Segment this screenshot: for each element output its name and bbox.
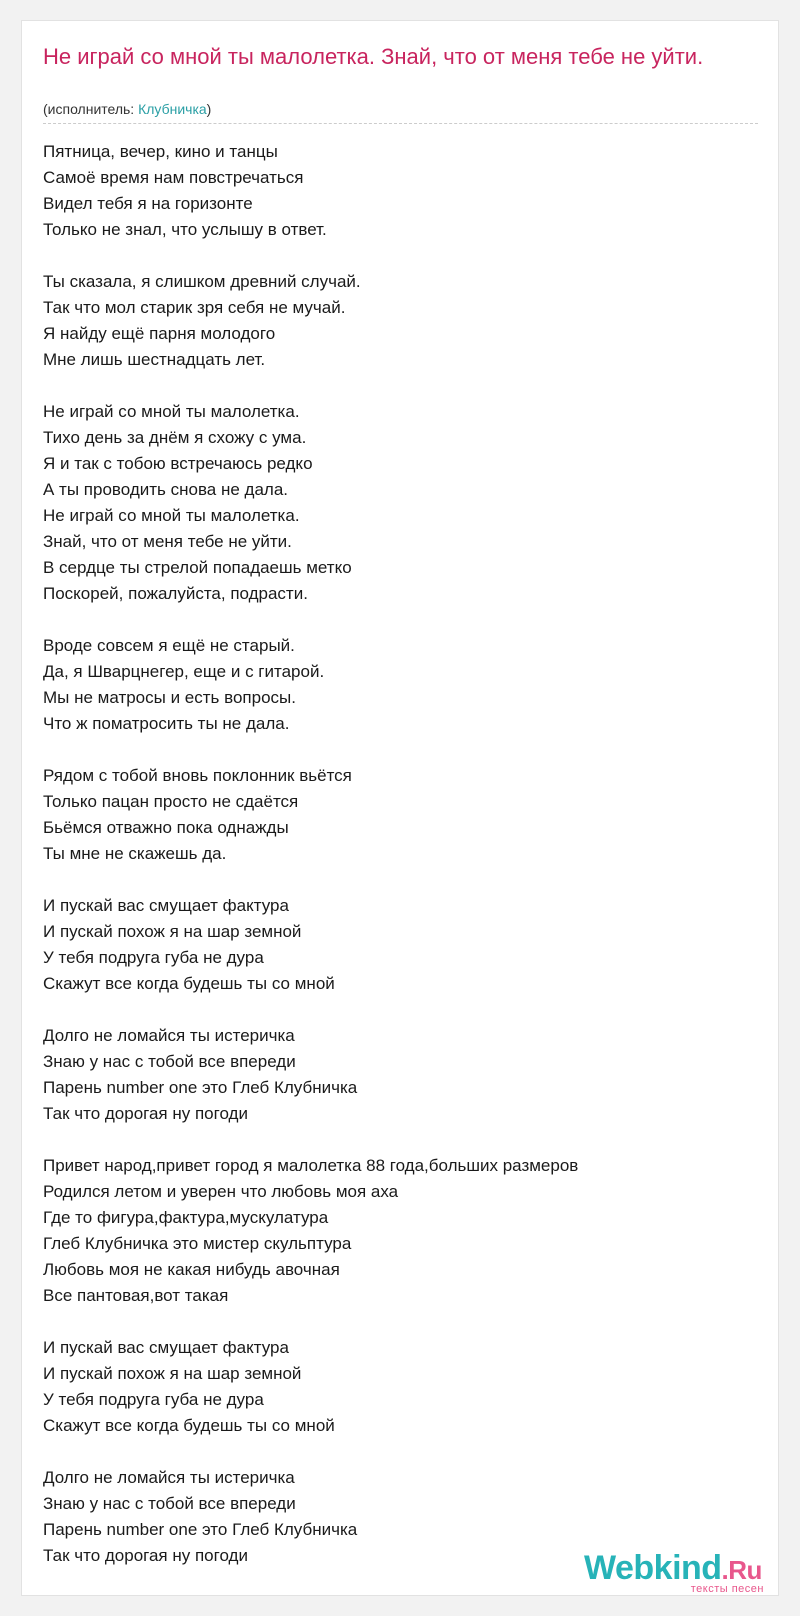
lyric-line: Тихо день за днём я схожу с ума. <box>43 428 307 447</box>
artist-prefix: (исполнитель: <box>43 101 139 117</box>
lyrics-stanza <box>43 633 578 737</box>
lyric-line: У тебя подруга губа не дура <box>43 1390 264 1409</box>
lyric-line: И пускай похож я на шар земной <box>43 922 302 941</box>
lyric-line: Мы не матросы и есть вопросы. <box>43 688 296 707</box>
lyric-line: Не играй со мной ты малолетка. <box>43 506 300 525</box>
lyric-line: И пускай вас смущает фактура <box>43 896 289 915</box>
lyric-line: Привет народ,привет город я малолетка 88 года,больших размеров <box>43 1156 579 1175</box>
lyric-line: Да, я Шварцнегер, еще и с гитарой. <box>43 662 325 681</box>
lyric-line: Долго не ломайся ты истеричка <box>43 1026 295 1045</box>
artist-suffix: ) <box>206 101 212 117</box>
lyric-line: Знаю у нас с тобой все впереди <box>43 1052 296 1071</box>
lyric-line: Знаю у нас с тобой все впереди <box>43 1494 296 1513</box>
lyric-line: Так что дорогая ну погоди <box>43 1104 248 1123</box>
webkind-logo[interactable] <box>584 1549 784 1597</box>
content-card <box>21 20 779 1596</box>
lyrics-stanza <box>43 1335 578 1439</box>
lyric-line: Только не знал, что услышу в ответ. <box>43 220 327 239</box>
lyric-line: Мне лишь шестнадцать лет. <box>43 350 266 369</box>
lyrics-stanza <box>43 1153 578 1309</box>
lyrics-stanza <box>43 269 578 373</box>
lyric-line: Скажут все когда будешь ты со мной <box>43 974 335 993</box>
lyric-line: Все пантовая,вот такая <box>43 1286 229 1305</box>
lyric-line: Любовь моя не какая нибудь авочная <box>43 1260 340 1279</box>
lyric-line: А ты проводить снова не дала. <box>43 480 289 499</box>
lyric-line: Я найду ещё парня молодого <box>43 324 276 343</box>
lyric-line: Где то фигура,фактура,мускулатура <box>43 1208 329 1227</box>
lyric-line: Видел тебя я на горизонте <box>43 194 253 213</box>
lyric-line: Парень number one это Глеб Клубничка <box>43 1078 358 1097</box>
artist-link[interactable]: Клубничка <box>138 101 207 117</box>
lyric-line: Я и так с тобою встречаюсь редко <box>43 454 313 473</box>
lyric-line: Рядом с тобой вновь поклонник вьётся <box>43 766 352 785</box>
lyric-line: Скажут все когда будешь ты со мной <box>43 1416 335 1435</box>
lyrics-stanza <box>43 139 578 243</box>
lyric-line: Не играй со мной ты малолетка. <box>43 402 300 421</box>
lyric-line: Ты мне не скажешь да. <box>43 844 227 863</box>
logo-main-text: Webkind <box>584 1549 722 1587</box>
logo-tagline: тексты песен <box>690 1583 764 1595</box>
lyric-line: Знай, что от меня тебе не уйти. <box>43 532 292 551</box>
lyric-line: Самоё время нам повстречаться <box>43 168 304 187</box>
lyric-line: Так что мол старик зря себя не мучай. <box>43 298 346 317</box>
lyric-line: Поскорей, пожалуйста, подрасти. <box>43 584 308 603</box>
title-divider <box>43 123 758 124</box>
lyric-line: Только пацан просто не сдаётся <box>43 792 299 811</box>
lyrics-body <box>43 139 578 1595</box>
lyric-line: Парень number one это Глеб Клубничка <box>43 1520 358 1539</box>
lyric-line: И пускай похож я на шар земной <box>43 1364 302 1383</box>
lyrics-stanza <box>43 763 578 867</box>
logo-suffix-text: .Ru <box>721 1555 762 1585</box>
artist-line <box>43 101 211 117</box>
lyric-line: Родился летом и уверен что любовь моя аха <box>43 1182 399 1201</box>
lyric-line: У тебя подруга губа не дура <box>43 948 264 967</box>
lyric-line: Вроде совсем я ещё не старый. <box>43 636 295 655</box>
lyrics-stanza <box>43 399 578 607</box>
song-title: Не играй со мной ты малолетка. Знай, что от меня тебе не уйти. <box>43 44 704 69</box>
lyric-line: Так что дорогая ну погоди <box>43 1546 248 1565</box>
lyric-line: Что ж поматросить ты не дала. <box>43 714 290 733</box>
lyric-line: Ты сказала, я слишком древний случай. <box>43 272 361 291</box>
lyrics-stanza <box>43 893 578 997</box>
lyric-line: Бьёмся отважно пока однажды <box>43 818 289 837</box>
lyrics-stanza <box>43 1465 578 1569</box>
lyric-line: В сердце ты стрелой попадаешь метко <box>43 558 352 577</box>
lyric-line: Пятница, вечер, кино и танцы <box>43 142 278 161</box>
lyric-line: Глеб Клубничка это мистер скульптура <box>43 1234 352 1253</box>
lyrics-stanza <box>43 1023 578 1127</box>
lyric-line: Долго не ломайся ты истеричка <box>43 1468 295 1487</box>
lyric-line: И пускай вас смущает фактура <box>43 1338 289 1357</box>
